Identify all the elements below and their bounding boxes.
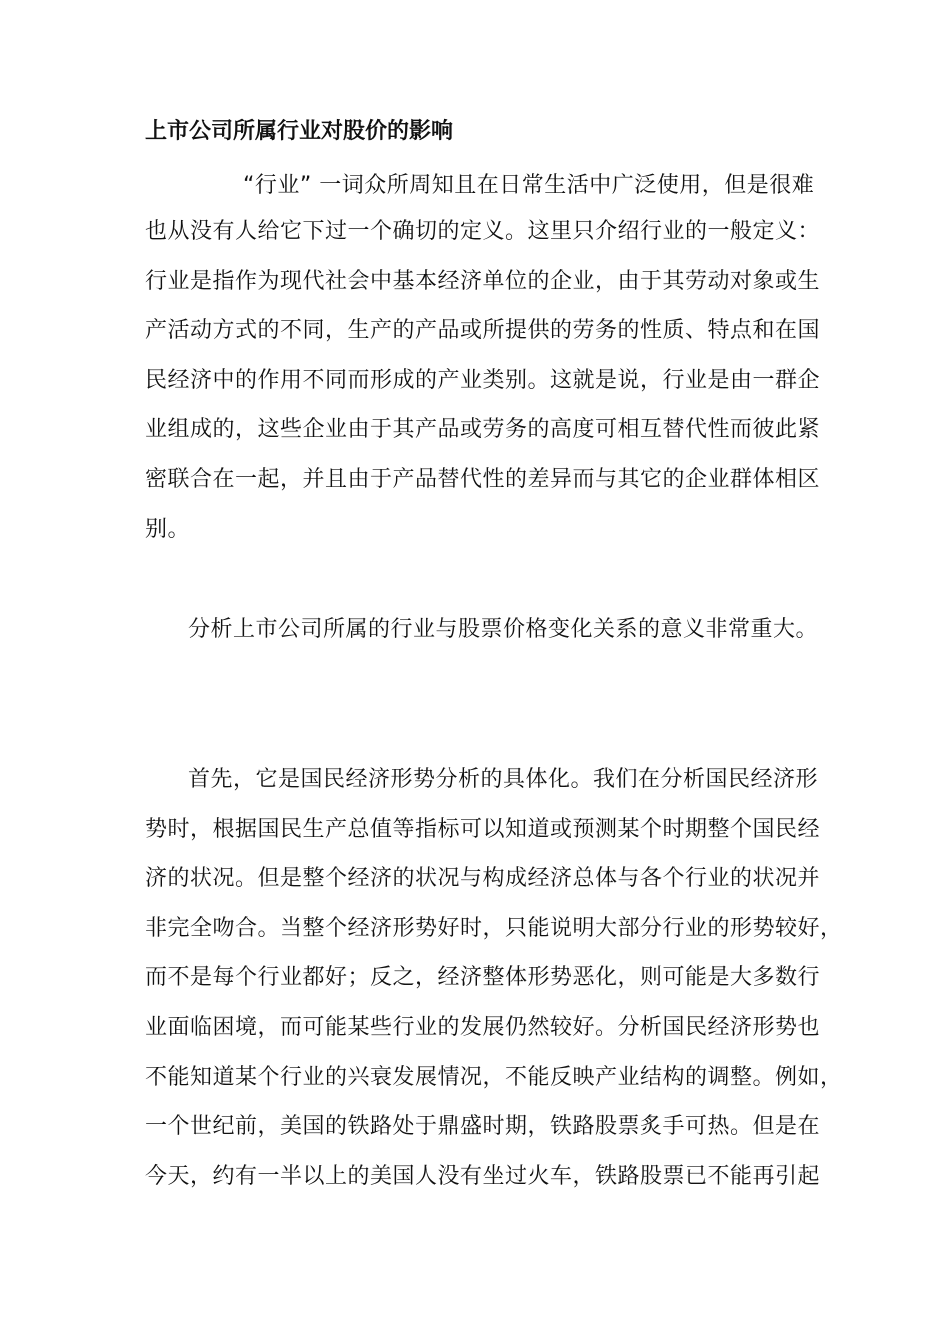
paragraph-3-line-4: 非完全吻合。当整个经济形势好时，只能说明大部分行业的形势较好， <box>145 916 843 941</box>
paragraph-3-line-3: 济的状况。但是整个经济的状况与构成经济总体与各个行业的状况并 <box>145 866 821 891</box>
paragraph-3-line-7: 不能知道某个行业的兴衰发展情况，不能反映产业结构的调整。例如， <box>145 1065 843 1090</box>
paragraph-3-line-2: 势时，根据国民生产总值等指标可以知道或预测某个时期整个国民经 <box>145 817 821 842</box>
paragraph-3-line-1: 首先，它是国民经济形势分析的具体化。我们在分析国民经济形 <box>188 767 819 792</box>
paragraph-3-line-8: 一个世纪前，美国的铁路处于鼎盛时期，铁路股票炙手可热。但是在 <box>145 1114 821 1139</box>
paragraph-1-line-5: 民经济中的作用不同而形成的产业类别。这就是说，行业是由一群企 <box>145 368 821 393</box>
paragraph-1-line-2: 也从没有人给它下过一个确切的定义。这里只介绍行业的一般定义： <box>145 219 821 244</box>
paragraph-2-line-1: 分析上市公司所属的行业与股票价格变化关系的意义非常重大。 <box>188 617 819 642</box>
paragraph-1-line-8: 别。 <box>145 517 191 542</box>
paragraph-3-line-6: 业面临困境，而可能某些行业的发展仍然较好。分析国民经济形势也 <box>145 1015 821 1040</box>
paragraph-1-line-7: 密联合在一起，并且由于产品替代性的差异而与其它的企业群体相区 <box>145 467 821 492</box>
paragraph-3-line-9: 今天，约有一半以上的美国人没有坐过火车，铁路股票已不能再引起 <box>145 1164 821 1189</box>
paragraph-1-line-3: 行业是指作为现代社会中基本经济单位的企业，由于其劳动对象或生 <box>145 269 821 294</box>
paragraph-1-line-1: “行业” 一词众所周知且在日常生活中广泛使用，但是很难 <box>243 173 815 198</box>
paragraph-3-line-5: 而不是每个行业都好；反之，经济整体形势恶化，则可能是大多数行 <box>145 965 821 990</box>
paragraph-1-line-6: 业组成的，这些企业由于其产品或劳务的高度可相互替代性而彼此紧 <box>145 417 821 442</box>
paragraph-1-line-4: 产活动方式的不同，生产的产品或所提供的劳务的性质、特点和在国 <box>145 318 821 343</box>
document-title: 上市公司所属行业对股价的影响 <box>145 119 454 144</box>
